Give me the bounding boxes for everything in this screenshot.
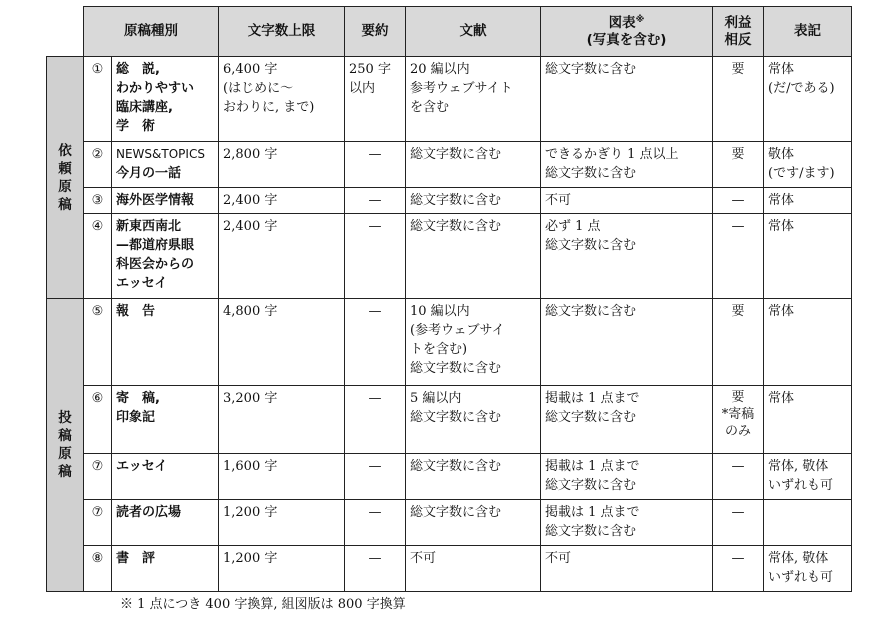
row-style: 常体 <box>764 214 852 299</box>
row-style <box>764 500 852 546</box>
row-type: 読者の広場 <box>112 500 219 546</box>
row-abstract: 250 字 以内 <box>345 57 406 142</box>
row-abstract: — <box>345 500 406 546</box>
row-coi: — <box>713 546 764 592</box>
header-abstract: 要約 <box>345 7 406 57</box>
table-row <box>47 57 852 142</box>
row-figures: 掲載は 1 点まで 総文字数に含む <box>541 454 713 500</box>
footnote: ※ 1 点につき 400 字換算, 組図版は 800 字換算 <box>120 597 406 612</box>
row-figures: 必ず 1 点 総文字数に含む <box>541 214 713 299</box>
header-figures-mark: ※ <box>635 14 645 25</box>
row-abstract: — <box>345 214 406 299</box>
row-coi: 要 <box>713 57 764 142</box>
row-type: 寄 稿, 印象記 <box>112 386 219 454</box>
row-number: ④ <box>84 214 112 299</box>
table-row <box>47 454 852 500</box>
row-style: 常体 <box>764 299 852 386</box>
row-type: 報 告 <box>112 299 219 386</box>
row-refs: 総文字数に含む <box>406 454 541 500</box>
row-chars: 1,200 字 <box>219 500 345 546</box>
row-refs: 5 編以内 総文字数に含む <box>406 386 541 454</box>
row-abstract: — <box>345 454 406 500</box>
header-style: 表記 <box>764 7 852 57</box>
row-style: 常体, 敬体 いずれも可 <box>764 546 852 592</box>
row-refs: 総文字数に含む <box>406 142 541 188</box>
header-figures <box>541 7 713 57</box>
row-coi: — <box>713 188 764 214</box>
table-row <box>47 214 852 299</box>
row-number: ⑦ <box>84 454 112 500</box>
row-figures: できるかぎり 1 点以上 総文字数に含む <box>541 142 713 188</box>
group-request: 依頼原稿 <box>47 57 84 299</box>
row-type <box>112 142 219 188</box>
row-chars: 2,400 字 <box>219 214 345 299</box>
row-chars: 3,200 字 <box>219 386 345 454</box>
row-figures: 掲載は 1 点まで 総文字数に含む <box>541 386 713 454</box>
row-number: ⑤ <box>84 299 112 386</box>
row-chars: 1,600 字 <box>219 454 345 500</box>
row-type: 新東西南北 —都道府県眼 科医会からの エッセイ <box>112 214 219 299</box>
row-coi: — <box>713 214 764 299</box>
submission-guidelines-table <box>46 6 852 592</box>
row-style: 常体 <box>764 386 852 454</box>
row-chars: 2,800 字 <box>219 142 345 188</box>
row-chars: 1,200 字 <box>219 546 345 592</box>
header-chars: 文字数上限 <box>219 7 345 57</box>
table-row <box>47 299 852 386</box>
header-refs: 文献 <box>406 7 541 57</box>
table-row <box>47 546 852 592</box>
header-coi: 利益 相反 <box>713 7 764 57</box>
row-refs: 不可 <box>406 546 541 592</box>
row-refs: 20 編以内 参考ウェブサイト を含む <box>406 57 541 142</box>
row-refs: 総文字数に含む <box>406 214 541 299</box>
row-style: 常体, 敬体 いずれも可 <box>764 454 852 500</box>
row-refs: 10 編以内 (参考ウェブサイ トを含む) 総文字数に含む <box>406 299 541 386</box>
row-number: ① <box>84 57 112 142</box>
group-submission: 投稿原稿 <box>47 299 84 592</box>
row-style: 敬体 (です/ます) <box>764 142 852 188</box>
row-coi: 要 *寄稿 のみ <box>713 386 764 454</box>
row-coi: 要 <box>713 299 764 386</box>
corner-cell <box>47 7 84 57</box>
row-figures: 不可 <box>541 546 713 592</box>
row-type-jp: 今月の一話 <box>116 166 182 181</box>
table-row <box>47 142 852 188</box>
row-chars: 4,800 字 <box>219 299 345 386</box>
row-number: ② <box>84 142 112 188</box>
row-coi: 要 <box>713 142 764 188</box>
row-abstract: — <box>345 142 406 188</box>
row-abstract: — <box>345 386 406 454</box>
table-row <box>47 188 852 214</box>
row-type: 総 説, わかりやすい 臨床講座, 学 術 <box>112 57 219 142</box>
table-row <box>47 386 852 454</box>
row-chars: 6,400 字 (はじめに～ おわりに, まで) <box>219 57 345 142</box>
row-figures: 総文字数に含む <box>541 57 713 142</box>
header-figures-subtitle: (写真を含む) <box>586 31 667 48</box>
row-number: ⑧ <box>84 546 112 592</box>
row-abstract: — <box>345 299 406 386</box>
row-style: 常体 <box>764 188 852 214</box>
row-coi: — <box>713 500 764 546</box>
row-figures: 掲載は 1 点まで 総文字数に含む <box>541 500 713 546</box>
row-type: 海外医学情報 <box>112 188 219 214</box>
header-figures-title: 図表 <box>608 14 636 31</box>
row-refs: 総文字数に含む <box>406 500 541 546</box>
row-abstract: — <box>345 546 406 592</box>
row-chars: 2,400 字 <box>219 188 345 214</box>
row-number: ⑦ <box>84 500 112 546</box>
row-refs: 総文字数に含む <box>406 188 541 214</box>
row-figures: 不可 <box>541 188 713 214</box>
row-figures: 総文字数に含む <box>541 299 713 386</box>
row-number: ③ <box>84 188 112 214</box>
row-number: ⑥ <box>84 386 112 454</box>
row-style: 常体 (だ/である) <box>764 57 852 142</box>
row-type: 書 評 <box>112 546 219 592</box>
header-type: 原稿種別 <box>84 7 219 57</box>
row-abstract: — <box>345 188 406 214</box>
row-coi: — <box>713 454 764 500</box>
row-type-en: NEWS&TOPICS <box>116 147 205 161</box>
table-row <box>47 500 852 546</box>
row-type: エッセイ <box>112 454 219 500</box>
